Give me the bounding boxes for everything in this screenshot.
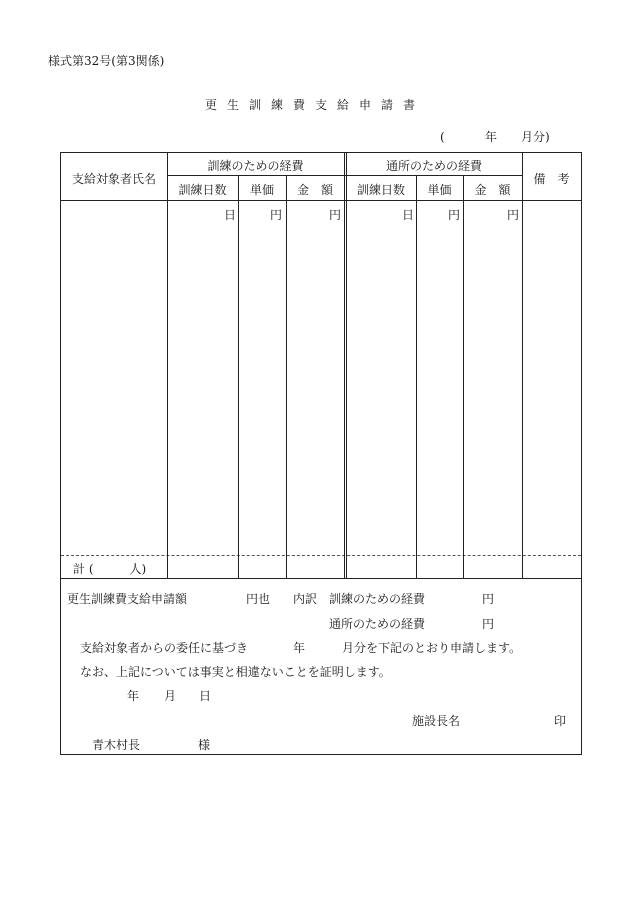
date-month: 月 bbox=[164, 689, 177, 703]
commute-days-header: 訓練日数 bbox=[356, 183, 405, 197]
amount-label: 更生訓練費支給申請額 bbox=[67, 592, 188, 606]
remarks-header: 備 考 bbox=[533, 172, 570, 186]
facility-head-label: 施設長名 bbox=[412, 714, 461, 728]
training-days-header: 訓練日数 bbox=[178, 183, 227, 197]
training-price-unit: 円 bbox=[270, 208, 283, 222]
amount-suffix: 円也 bbox=[246, 592, 271, 606]
period-month: 月分) bbox=[521, 130, 550, 144]
application-form bbox=[60, 152, 582, 755]
commute-cost-line: 通所のための経費 bbox=[329, 617, 426, 631]
date-day: 日 bbox=[199, 689, 212, 703]
col-line-5 bbox=[463, 175, 464, 578]
training-amount-header: 金 額 bbox=[296, 183, 333, 197]
total-label: 計 ( 人) bbox=[73, 562, 147, 576]
training-days-unit: 日 bbox=[224, 208, 237, 222]
commute-amount-unit: 円 bbox=[507, 208, 520, 222]
header-bottom-line bbox=[61, 200, 581, 201]
delegation-text-a: 支給対象者からの委任に基づき bbox=[80, 641, 249, 655]
training-amount-unit: 円 bbox=[329, 208, 342, 222]
date-year: 年 bbox=[127, 689, 140, 703]
delegation-year: 年 bbox=[293, 641, 306, 655]
seal-mark: 印 bbox=[554, 714, 567, 728]
name-header: 支給対象者氏名 bbox=[71, 172, 156, 186]
name-column-line bbox=[167, 153, 168, 578]
form-number: 様式第32号(第3関係) bbox=[48, 54, 165, 68]
commute-price-unit: 円 bbox=[448, 208, 461, 222]
commute-cost-yen: 円 bbox=[482, 617, 495, 631]
delegation-text-c: 月分を下記のとおり申請します。 bbox=[342, 641, 522, 655]
total-row-dashed-line bbox=[61, 555, 581, 556]
commute-days-unit: 日 bbox=[402, 208, 415, 222]
certification-text: なお、上記については事実と相違ないことを証明します。 bbox=[80, 665, 391, 679]
training-cost-line: 訓練のための経費 bbox=[329, 592, 426, 606]
period-open: ( bbox=[440, 130, 445, 144]
group-divider-line-a bbox=[344, 153, 345, 578]
honorific: 様 bbox=[198, 738, 211, 752]
remarks-column-line bbox=[522, 153, 523, 578]
addressee: 青木村長 bbox=[92, 738, 141, 752]
table-bottom-line bbox=[61, 578, 581, 579]
commute-unit-price-header: 単価 bbox=[427, 183, 452, 197]
document-title: 更生訓練費支給申請書 bbox=[204, 98, 425, 112]
period-year: 年 bbox=[485, 130, 498, 144]
col-line-2 bbox=[286, 175, 287, 578]
col-line-1 bbox=[238, 175, 239, 578]
commute-amount-header: 金 額 bbox=[474, 183, 511, 197]
training-unit-price-header: 単価 bbox=[249, 183, 274, 197]
training-cost-header: 訓練のための経費 bbox=[207, 159, 304, 173]
group-divider-line-b bbox=[346, 153, 347, 578]
commute-cost-header: 通所のための経費 bbox=[385, 159, 482, 173]
col-line-4 bbox=[416, 175, 417, 578]
breakdown-label: 内訳 bbox=[293, 592, 318, 606]
training-cost-yen: 円 bbox=[482, 592, 495, 606]
period-line bbox=[440, 128, 550, 145]
